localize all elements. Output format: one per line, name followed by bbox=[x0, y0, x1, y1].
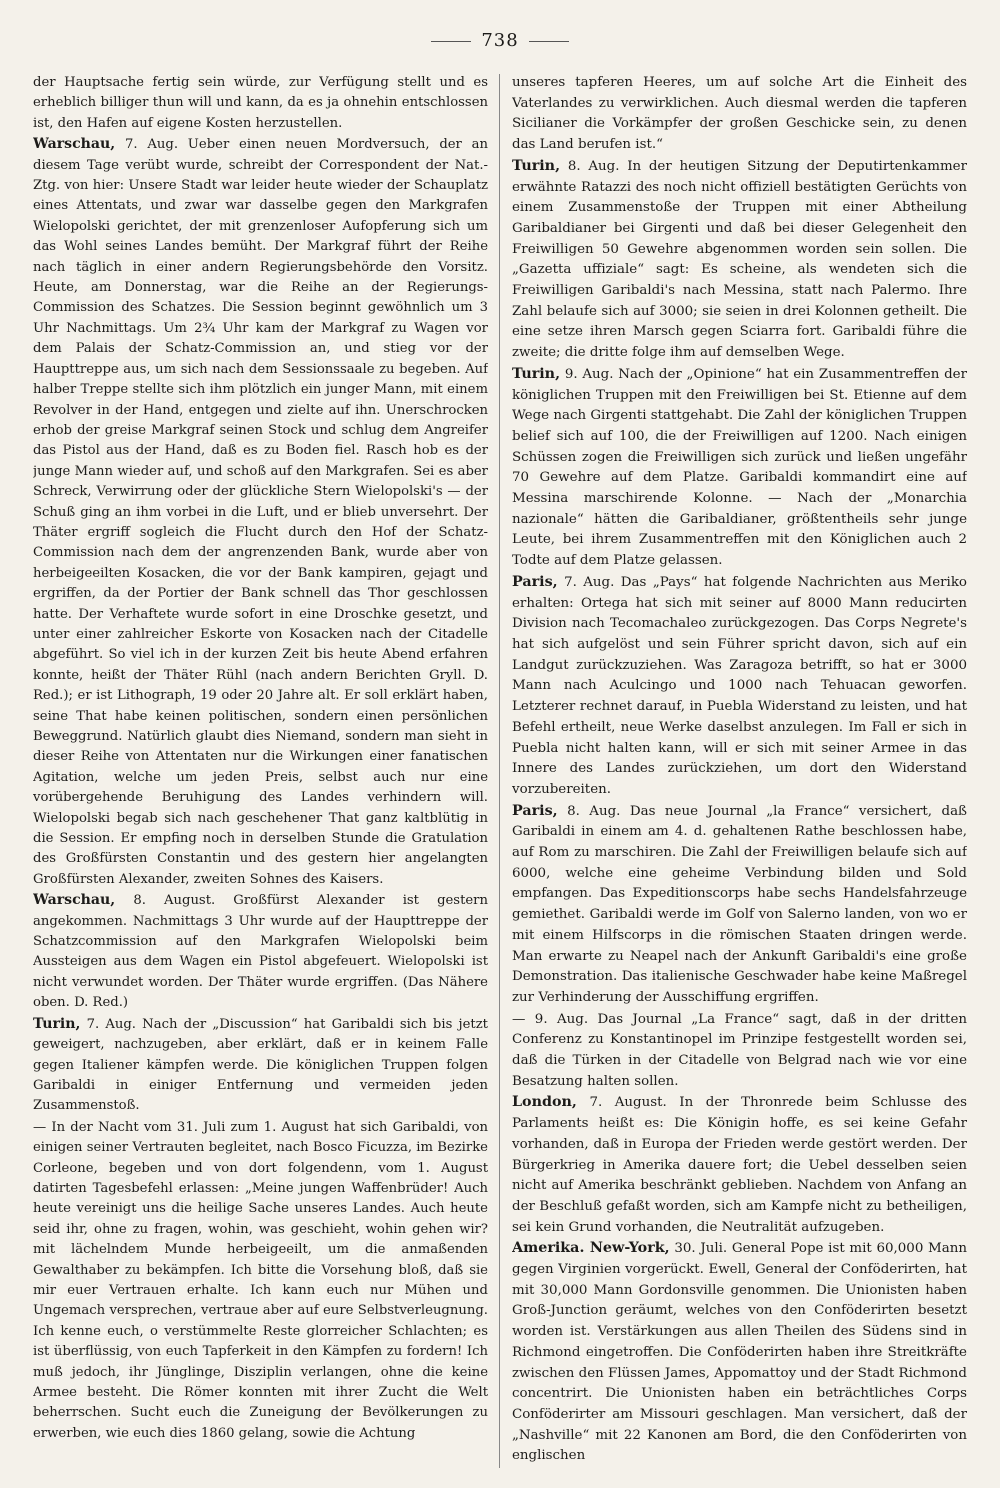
dateline: Warschau, bbox=[33, 136, 116, 153]
article-paragraph bbox=[512, 364, 967, 572]
paragraph-text: — 9. Aug. Das Journal „La France“ sagt, daß in der dritten Conferenz zu Konstantinopel im Prinzipe festgestellt worden sei, daß die Türken in der Citadelle von Belgrad nach wie vor eine Besatzung halten sollen. bbox=[512, 1011, 967, 1089]
article-paragraph bbox=[512, 572, 967, 801]
dateline: Amerika. New-York, bbox=[512, 1240, 670, 1257]
paragraph-text: der Hauptsache fertig sein würde, zur Verfügung stellt und es erheblich billiger thun will und kann, da es ja ohnehin entschlossen ist, den Hafen auf eigene Kosten herzustellen. bbox=[33, 75, 488, 131]
page-number: 738 bbox=[0, 30, 1000, 51]
paragraph-text: 7. Aug. Ueber einen neuen Mordversuch, der an diesem Tage verübt wurde, schreibt der Correspondent der Nat.-Ztg. von hier: Unsere Stadt war leider heute wieder der Schauplatz eines Attentats, und zwar war dasselbe gegen den Markgrafen Wielopolski gerichtet, der mit grenzenloser Aufopferung sich um das Wohl seines Landes bemüht. Der Markgraf führt der Reihe nach täglich in einer andern Regierungsbehörde den Vorsitz. Heute, am Donnerstag, war die Reihe an der Regierungs-Commission des Schatzes. Die Session beginnt gewöhnlich um 3 Uhr Nachmittags. Um 2¾ Uhr kam der Markgraf zu Wagen vor dem Palais der Schatz-Commission an, und stieg vor der Haupttreppe aus, um sich nach dem Sessionssaale zu begeben. Auf halber Treppe stellte sich ihm plötzlich ein junger Mann, mit einem Revolver in der Hand, entgegen und zielte auf ihn. Unerschrocken erhob der greise Markgraf seinen Stock und schlug dem Angreifer das Pistol aus der Hand, daß es zu Boden fiel. Rasch hob es der junge Mann wieder auf, und schoß auf den Markgrafen. Sei es aber Schreck, Verwirrung oder der glückliche Stern Wielopolski's — der Schuß ging an ihm vorbei in die Luft, und er blieb unversehrt. Der Thäter ergriff sogleich die Flucht durch den Hof der Schatz-Commission nach dem der angrenzenden Bank, wurde aber von herbeigeeilten Kosacken, die vor der Bank kampiren, gejagt und ergriffen, da der Portier der Bank schnell das Thor geschlossen hatte. Der Verhaftete wurde sofort in eine Droschke gesetzt, und unter einer zahlreicher Eskorte von Kosacken nach der Citadelle abgeführt. So viel ich in der kurzen Zeit bis heute Abend erfahren konnte, heißt der Thäter Rühl (nach andern Berichten Gryll. D. Red.); er ist Lithograph, 19 oder 20 Jahre alt. Er soll erklärt haben, seine That habe keinen politischen, sondern einen persönlichen Beweggrund. Natürlich glaubt dies Niemand, sondern man sieht in dieser Reihe von Attentaten nur die Wirkungen einer fanatischen Agitation, welche um jeden Preis, selbst auch nur eine vorübergehende Beruhigung des Landes verhindern will. Wielopolski begab sich nach geschehener That ganz kaltblütig in die Session. Er empfing noch in derselben Stunde die Gratulation des Großfürsten Constantin und des gestern hier angelangten Großfürsten Alexander, zweiten Sohnes des Kaisers. bbox=[33, 137, 488, 887]
article-paragraph bbox=[512, 801, 967, 1009]
article-paragraph bbox=[33, 134, 488, 890]
paragraph-text: 8. Aug. In der heutigen Sitzung der Deputirtenkammer erwähnte Ratazzi des noch nicht offiziell bestätigten Gerüchts von einem Zusammenstoße der Truppen mit einer Abtheilung Garibaldianer bei Girgenti und daß bei dieser Gelegenheit den Freiwilligen 50 Gewehre abgenommen worden sein sollen. Die „Gazetta uffiziale“ sagt: Es scheine, als wendeten sich die Freiwilligen Garibaldi's nach Messina, statt nach Palermo. Ihre Zahl belaufe sich auf 3000; sie seien in drei Kolonnen getheilt. Die eine setze ihren Marsch gegen Sciarra fort. Garibaldi führe die zweite; die dritte folge ihm auf demselben Wege. bbox=[512, 158, 967, 361]
dateline: London, bbox=[512, 1094, 577, 1111]
paragraph-text: 30. Juli. General Pope ist mit 60,000 Mann gegen Virginien vorgerückt. Ewell, General der Conföderirten, hat mit 30,000 Mann Gordonsville genommen. Die Unionisten haben Groß-Junction geräumt, welches von den Conföderirten besetzt worden ist. Verstärkungen aus allen Theilen des Südens sind in Richmond eingetroffen. Die Conföderirten haben ihre Streitkräfte zwischen den Flüssen James, Appomattoy und der Stadt Richmond concentrirt. Die Unionisten haben ein beträchtliches Corps Conföderirter am Missouri geschlagen. Man versichert, daß der „Nashville“ mit 22 Kanonen am Bord, die den Conföderirten von englischen bbox=[512, 1241, 967, 1464]
dateline: Paris, bbox=[512, 573, 558, 590]
article-paragraph bbox=[33, 1014, 488, 1117]
dateline: Warschau, bbox=[33, 892, 116, 909]
article-paragraph bbox=[512, 1092, 967, 1238]
paragraph-text: unseres tapferen Heeres, um auf solche Art die Einheit des Vaterlandes zu verwirklichen. Auch diesmal werden die tapferen Sicilianer die Vorkämpfer der großen Geschicke sein, zu denen das Land berufen ist.“ bbox=[512, 75, 967, 153]
paragraph-text: 7. Aug. Das „Pays“ hat folgende Nachrichten aus Meriko erhalten: Ortega hat sich mit seiner auf 8000 Mann reducirten Division nach Tecomachaleo zurückgezogen. Das Corps Negrete's hat sich aufgelöst und sein Führer spricht davon, sich auf ein Landgut zurückzuziehen. Was Zaragoza betrifft, so hat er 3000 Mann nach Aculcingo und 1000 nach Tehuacan geworfen. Letzterer rechnet darauf, in Puebla Widerstand zu leisten, und hat Befehl ertheilt, neue Werke daselbst anzulegen. Im Fall er sich in Puebla nicht halten kann, will er sich mit seiner Armee in das Innere des Landes zurückziehen, um dort den Widerstand vorzubereiten. bbox=[512, 574, 967, 797]
dateline: Turin, bbox=[512, 157, 561, 174]
article-paragraph bbox=[512, 156, 967, 364]
article-paragraph bbox=[512, 1238, 967, 1467]
article-paragraph bbox=[33, 890, 488, 1013]
paragraph-text: 9. Aug. Nach der „Opinione“ hat ein Zusammentreffen der königlichen Truppen mit den Freiwilligen bei St. Etienne auf dem Wege nach Girgenti stattgehabt. Die Zahl der königlichen Truppen belief sich auf 100, die der Freiwilligen auf 1200. Nach einigen Schüssen zogen die Freiwilligen sich zurück und ließen ungefähr 70 Gewehre auf dem Platze. Garibaldi kommandirt eine auf Messina marschirende Kolonne. — Nach der „Monarchia nazionale“ hätten die Garibaldianer, größtentheils sehr junge Leute, bei ihrem Zusammentreffen mit den Königlichen auch 2 Todte auf dem Platze gelassen. bbox=[512, 366, 967, 569]
article-paragraph bbox=[33, 1117, 488, 1445]
column-divider bbox=[499, 74, 500, 1468]
article-paragraph bbox=[512, 1009, 967, 1093]
dateline: Turin, bbox=[512, 365, 561, 382]
right-column bbox=[512, 72, 967, 1472]
paragraph-text: 7. August. In der Thronrede beim Schlusse des Parlaments heißt es: Die Königin hoffe, es sei keine Gefahr vorhanden, daß in Europa der Frieden werde gestört werden. Der Bürgerkrieg in Amerika dauere fort; die Uebel desselben seien nicht auf Amerika beschränkt geblieben. Nachdem von Anfang an der Beschluß gefaßt worden, sich am Kampfe nicht zu betheiligen, sei kein Grund vorhanden, die Neutralität aufzugeben. bbox=[512, 1095, 967, 1235]
left-column bbox=[33, 72, 488, 1472]
paragraph-text: 7. Aug. Nach der „Discussion“ hat Garibaldi sich bis jetzt geweigert, nachzugeben, aber erklärt, daß er in keinem Falle gegen Italiener kämpfen werde. Die königlichen Truppen folgen Garibaldi in einiger Entfernung und vermeiden jeden Zusammenstoß. bbox=[33, 1016, 488, 1114]
article-paragraph bbox=[512, 72, 967, 156]
dateline: Paris, bbox=[512, 802, 558, 819]
article-paragraph bbox=[33, 72, 488, 134]
paragraph-text: 8. Aug. Das neue Journal „la France“ versichert, daß Garibaldi in einem am 4. d. gehaltenen Rathe beschlossen habe, auf Rom zu marschiren. Die Zahl der Freiwilligen belaufe sich auf 6000, welche eine geheime Verbindung bilden und Sold empfangen. Das Expeditionscorps habe sechs Handelsfahrzeuge gemiethet. Garibaldi werde im Golf von Salerno landen, von wo er mit einem Hilfscorps in die römischen Staaten dringen werde. Man erwarte zu Neapel nach der Ankunft Garibaldi's eine große Demonstration. Das italienische Geschwader habe keine Maßregel zur Verhinderung der Ausschiffung ergriffen. bbox=[512, 803, 967, 1005]
paragraph-text: 8. August. Großfürst Alexander ist gestern angekommen. Nachmittags 3 Uhr wurde auf der Haupttreppe der Schatzcommission auf den Markgrafen Wielopolski beim Aussteigen aus dem Wagen ein Pistol abgefeuert. Wielopolski ist nicht verwundet worden. Der Thäter wurde ergriffen. (Das Nähere oben. D. Red.) bbox=[33, 893, 488, 1011]
paragraph-text: — In der Nacht vom 31. Juli zum 1. August hat sich Garibaldi, von einigen seiner Vertrauten begleitet, nach Bosco Ficuzza, im Bezirke Corleone, begeben und von dort folgendenn, vom 1. August datirten Tagesbefehl erlassen: „Meine jungen Waffenbrüder! Auch heute vereinigt uns die heilige Sache unseres Landes. Auch heute seid ihr, ohne zu fragen, wohin, was geschieht, wohin gehen wir? mit lächelndem Munde herbeigeeilt, um die anmaßenden Gewalthaber zu bekämpfen. Ich bitte die Vorsehung bloß, daß sie mir euer Vertrauen erhalte. Ich kann euch nur Mühen und Ungemach versprechen, vertraue aber auf eure Selbstverleugnung. Ich kenne euch, o verstümmelte Reste glorreicher Schlachten; es ist überflüssig, von euch Tapferkeit in den Kämpfen zu fordern! Ich muß jedoch, ihr Jünglinge, Disziplin verlangen, ohne die keine Armee besteht. Die Römer konnten mit ihrer Zucht die Welt beherrschen. Sucht euch die Zuneigung der Bevölkerungen zu erwerben, wie euch dies 1860 gelang, sowie die Achtung bbox=[33, 1119, 488, 1441]
dateline: Turin, bbox=[33, 1015, 81, 1032]
